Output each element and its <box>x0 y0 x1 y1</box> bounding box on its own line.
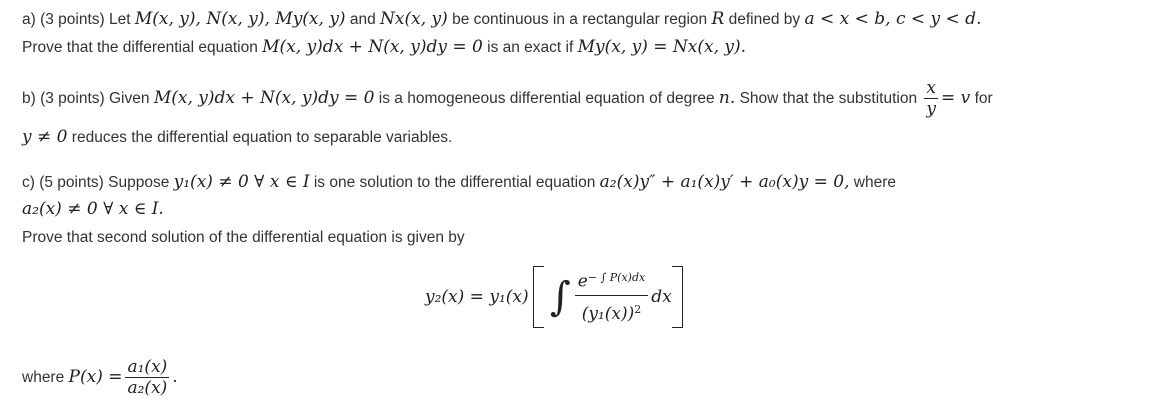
part-a-line-2 <box>22 36 746 59</box>
text-reduces: reduces the differential equation to separable variables. <box>67 129 453 146</box>
p-numerator: a₁(x) <box>127 357 168 378</box>
degree-n: n. <box>718 88 736 108</box>
part-c-line-3 <box>22 227 465 249</box>
p-lhs: P(x) = <box>68 367 123 387</box>
fraction-denominator: y <box>926 99 936 120</box>
a2-condition: a₂(x) ≠ 0 ∀ x ∈ I. <box>22 199 164 219</box>
integrand-fraction <box>575 268 648 326</box>
substitution-fraction <box>924 78 938 119</box>
equals-v: = v <box>941 88 971 108</box>
second-order-ode: a₂(x)y″ + a₁(x)y′ + a₀(x)y = 0, <box>599 172 850 192</box>
y2-lhs: y₂(x) = y₁(x) <box>425 287 529 307</box>
text-where-p: where <box>22 369 69 386</box>
integrand-numerator <box>575 268 648 296</box>
part-a-functions: M(x, y), N(x, y), My(x, y) <box>134 9 346 29</box>
part-c-line-2 <box>22 198 164 221</box>
p-fraction <box>125 357 169 398</box>
text-exact-if: is an exact if <box>482 39 578 56</box>
region-inequality: a < x < b, c < y < d. <box>804 9 982 29</box>
text-homogeneous: is a homogeneous differential equation of degree <box>374 90 719 107</box>
y-nonzero-condition: y ≠ 0 <box>22 127 68 147</box>
part-a-equation: M(x, y)dx + N(x, y)dy = 0 <box>262 37 483 57</box>
p-denominator: a₂(x) <box>127 378 168 399</box>
denominator-base: (y₁(x)) <box>581 303 635 324</box>
part-a-label: a) (3 points) Let <box>22 11 135 28</box>
part-b-line-2 <box>22 126 452 149</box>
right-bracket <box>672 266 683 328</box>
text-where: where <box>849 174 897 191</box>
left-bracket <box>533 266 544 328</box>
y1-condition: y₁(x) ≠ 0 ∀ x ∈ I <box>173 172 310 192</box>
text-prove: Prove that the differential equation <box>22 39 263 56</box>
integral-sign: ∫ <box>549 274 571 320</box>
denominator-exponent: 2 <box>634 302 642 316</box>
part-b-label: b) (3 points) Given <box>22 90 154 107</box>
part-a-line-1 <box>22 8 981 31</box>
exp-exponent: − ∫ P(x)dx <box>587 271 646 285</box>
dx: dx <box>651 287 672 307</box>
part-b-line-1 <box>22 76 993 121</box>
integrand-denominator <box>575 296 648 326</box>
part-c-line-1 <box>22 171 896 194</box>
part-a-condition: My(x, y) = Nx(x, y). <box>577 37 747 57</box>
exp-base: e <box>577 271 588 292</box>
part-a-nx: Nx(x, y) <box>380 9 448 29</box>
part-b-equation: M(x, y)dx + N(x, y)dy = 0 <box>153 88 375 108</box>
fraction-numerator: x <box>924 78 938 99</box>
text-one-solution: is one solution to the differential equation <box>309 174 600 191</box>
text-show: Show that the substitution <box>735 90 922 107</box>
part-c-label: c) (5 points) Suppose <box>22 174 174 191</box>
region-r: R <box>711 9 725 29</box>
period: . <box>172 367 178 387</box>
text-continuous: be continuous in a rectangular region <box>447 11 712 28</box>
text-defined-by: defined by <box>724 11 805 28</box>
second-solution-formula <box>425 266 683 342</box>
text-prove-second-solution: Prove that second solution of the differential equation is given by <box>22 229 465 246</box>
p-definition <box>22 352 178 403</box>
text-for: for <box>970 90 993 107</box>
text-and: and <box>345 11 381 28</box>
